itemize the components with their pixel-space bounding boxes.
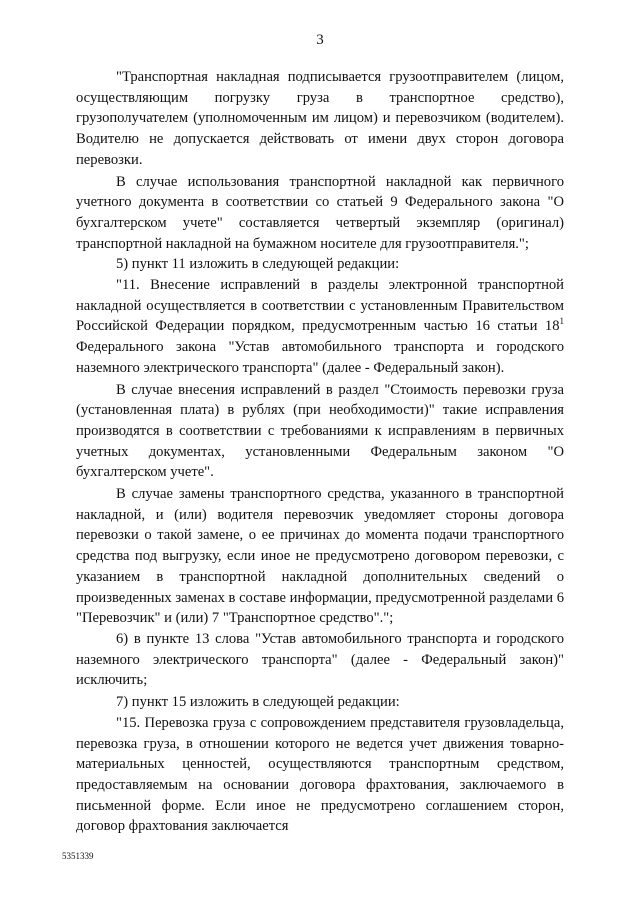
article-superscript: 1 bbox=[559, 316, 564, 327]
paragraph-vehicle-replacement: В случае замены транспортного средства, указанного в транспортной накладной, и (или) водителя перевозчик уведомляет стороны договора перевозки о такой замене, о ее причинах до момента подачи транспортного средства под выгрузку, если иное не предусмотрено договором перевозки, с указанием в транспортной накладной дополнительных сведений о произведенных заменах в составе информации, предусмотренной разделами 6 "Перевозчик" и (или) 7 "Транспортное средство"."; bbox=[76, 486, 564, 627]
paragraph-item-7-intro: 7) пункт 15 изложить в следующей редакции: bbox=[116, 694, 400, 711]
paragraph-fourth-copy: В случае использования транспортной накладной как первичного учетного документа в соответствии со статьей 9 Федерального закона "О бухгалтерском учете" составляется четвертый экземпляр (оригинал) транспортной накладной на бумажном носителе для грузоотправителя."; bbox=[76, 173, 564, 252]
paragraph-item-15-charter: "15. Перевозка груза с сопровождением представителя грузовладельца, перевозка груза, в отношении которого не ведется учет движения товарно-материальных ценностей, осуществляются транспортным средством, предоставляемым на основании договора фрахтования, заключаемого в письменной форме. Если иное не предусмотрено соглашением сторон, договор фрахтования заключается bbox=[76, 714, 564, 835]
document-code: 5351339 bbox=[62, 851, 94, 861]
paragraph-item-5-intro: 5) пункт 11 изложить в следующей редакции: bbox=[116, 256, 400, 273]
page-number: 3 bbox=[316, 32, 324, 48]
item-11-text-before: "11. Внесение исправлений в разделы электронной транспортной накладной осуществляется в соответствии с установленным Правительством Российской Федерации порядком, предусмотренным частью 16 статьи 18 bbox=[76, 277, 564, 335]
paragraph-consignment-signing: "Транспортная накладная подписывается грузоотправителем (лицом, осуществляющим погрузку груза в транспортное средство), грузополучателем (уполномоченным им лицом) и перевозчиком (водителем). Водителю не допускается действовать от имени двух сторон договора перевозки. bbox=[76, 69, 564, 168]
document-body bbox=[76, 67, 564, 837]
item-11-text-after: Федерального закона "Устав автомобильного транспорта и городского наземного электрического транспорта" (далее - Федеральный закон). bbox=[76, 339, 564, 376]
paragraph-item-11-corrections bbox=[76, 275, 564, 379]
paragraph-item-6: 6) в пункте 13 слова "Устав автомобильного транспорта и городского наземного электрического транспорта" (далее - Федеральный закон)" исключить; bbox=[76, 630, 564, 689]
paragraph-cost-corrections: В случае внесения исправлений в раздел "Стоимость перевозки груза (установленная плата) в рублях (при необходимости)" такие исправления производятся в соответствии с требованиями к исправлениям в первичных учетных документах, установленными Федеральным законом "О бухгалтерском учете". bbox=[76, 381, 564, 481]
